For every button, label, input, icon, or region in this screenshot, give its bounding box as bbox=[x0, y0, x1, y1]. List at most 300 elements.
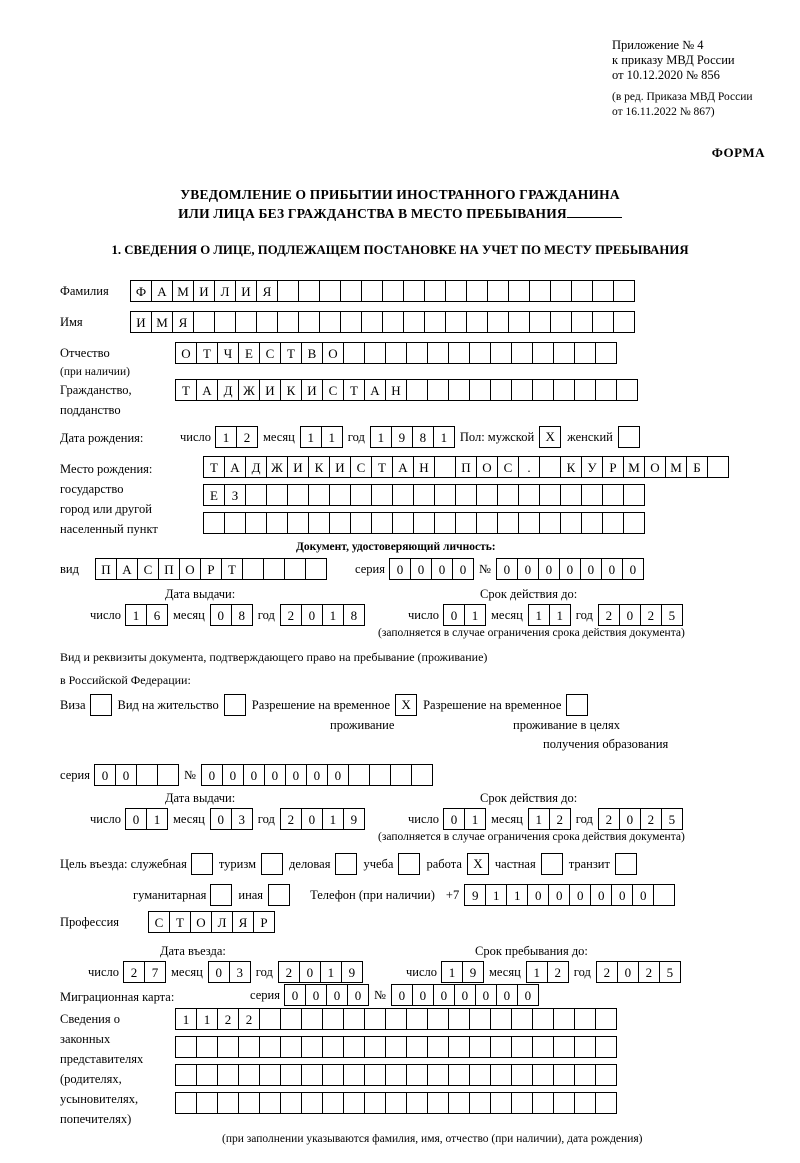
field-doc-valid-year[interactable] bbox=[598, 604, 682, 626]
char-cell[interactable]: 7 bbox=[144, 961, 166, 983]
char-cell[interactable] bbox=[427, 1064, 449, 1086]
char-cell[interactable] bbox=[175, 1036, 197, 1058]
char-cell[interactable]: 0 bbox=[389, 558, 411, 580]
checkbox-humanitarian[interactable] bbox=[210, 884, 232, 906]
char-cell[interactable] bbox=[348, 764, 370, 786]
char-cell[interactable]: 0 bbox=[115, 764, 137, 786]
char-cell[interactable]: И bbox=[287, 456, 309, 478]
char-cell[interactable] bbox=[298, 280, 320, 302]
char-cell[interactable] bbox=[434, 456, 456, 478]
char-cell[interactable]: 2 bbox=[598, 808, 620, 830]
char-cell[interactable] bbox=[434, 512, 456, 534]
field-entry-month[interactable] bbox=[208, 961, 250, 983]
char-cell[interactable] bbox=[385, 1064, 407, 1086]
char-cell[interactable]: Е bbox=[238, 342, 260, 364]
char-cell[interactable] bbox=[497, 512, 519, 534]
group-doc-issue-date[interactable] bbox=[90, 604, 364, 626]
char-cell[interactable]: С bbox=[137, 558, 159, 580]
field-legal-rep-line2[interactable] bbox=[175, 1036, 616, 1058]
group-stay-issue-date[interactable] bbox=[90, 808, 364, 830]
char-cell[interactable] bbox=[448, 1036, 470, 1058]
char-cell[interactable]: 2 bbox=[280, 808, 302, 830]
char-cell[interactable] bbox=[157, 764, 179, 786]
char-cell[interactable] bbox=[385, 1036, 407, 1058]
field-birth-place-line3[interactable] bbox=[203, 512, 644, 534]
char-cell[interactable]: 9 bbox=[391, 426, 413, 448]
char-cell[interactable] bbox=[592, 280, 614, 302]
char-cell[interactable] bbox=[466, 280, 488, 302]
char-cell[interactable] bbox=[511, 1036, 533, 1058]
char-cell[interactable] bbox=[476, 512, 498, 534]
char-cell[interactable] bbox=[364, 1036, 386, 1058]
field-stay-until-month[interactable] bbox=[526, 961, 568, 983]
char-cell[interactable] bbox=[466, 311, 488, 333]
char-cell[interactable]: И bbox=[235, 280, 257, 302]
char-cell[interactable]: 0 bbox=[210, 604, 232, 626]
char-cell[interactable] bbox=[364, 342, 386, 364]
char-cell[interactable]: 1 bbox=[441, 961, 463, 983]
char-cell[interactable] bbox=[448, 1064, 470, 1086]
char-cell[interactable] bbox=[532, 1064, 554, 1086]
char-cell[interactable] bbox=[476, 484, 498, 506]
checkbox-private[interactable] bbox=[541, 853, 563, 875]
char-cell[interactable]: О bbox=[644, 456, 666, 478]
char-cell[interactable] bbox=[469, 1036, 491, 1058]
char-cell[interactable]: И bbox=[329, 456, 351, 478]
char-cell[interactable] bbox=[511, 1008, 533, 1030]
field-legal-rep-line4[interactable] bbox=[175, 1092, 616, 1114]
char-cell[interactable]: 0 bbox=[611, 884, 633, 906]
field-stay-until-year[interactable] bbox=[596, 961, 680, 983]
char-cell[interactable]: 1 bbox=[215, 426, 237, 448]
char-cell[interactable] bbox=[490, 379, 512, 401]
field-entry-day[interactable] bbox=[123, 961, 165, 983]
char-cell[interactable] bbox=[361, 311, 383, 333]
char-cell[interactable] bbox=[340, 311, 362, 333]
checkbox-temporary-residence[interactable]: X bbox=[395, 694, 417, 716]
char-cell[interactable] bbox=[280, 1064, 302, 1086]
char-cell[interactable] bbox=[581, 484, 603, 506]
field-stay-valid-day[interactable] bbox=[443, 808, 485, 830]
char-cell[interactable] bbox=[329, 512, 351, 534]
field-doc-issue-day[interactable] bbox=[125, 604, 167, 626]
char-cell[interactable]: 0 bbox=[559, 558, 581, 580]
char-cell[interactable] bbox=[595, 1008, 617, 1030]
char-cell[interactable] bbox=[490, 1036, 512, 1058]
char-cell[interactable]: И bbox=[259, 379, 281, 401]
char-cell[interactable]: 1 bbox=[464, 808, 486, 830]
char-cell[interactable] bbox=[532, 1008, 554, 1030]
char-cell[interactable]: 5 bbox=[661, 808, 683, 830]
char-cell[interactable]: 1 bbox=[146, 808, 168, 830]
char-cell[interactable] bbox=[371, 512, 393, 534]
char-cell[interactable]: . bbox=[518, 456, 540, 478]
char-cell[interactable] bbox=[445, 280, 467, 302]
field-doc-number[interactable] bbox=[496, 558, 643, 580]
char-cell[interactable] bbox=[532, 1092, 554, 1114]
char-cell[interactable]: 1 bbox=[464, 604, 486, 626]
char-cell[interactable] bbox=[235, 311, 257, 333]
char-cell[interactable]: И bbox=[301, 379, 323, 401]
char-cell[interactable] bbox=[329, 484, 351, 506]
char-cell[interactable] bbox=[595, 342, 617, 364]
group-doc-valid-date[interactable] bbox=[408, 604, 682, 626]
field-legal-rep-line1[interactable] bbox=[175, 1008, 616, 1030]
checkbox-education-residence[interactable] bbox=[566, 694, 588, 716]
char-cell[interactable] bbox=[214, 311, 236, 333]
char-cell[interactable]: А bbox=[196, 379, 218, 401]
char-cell[interactable] bbox=[406, 1064, 428, 1086]
field-surname[interactable] bbox=[130, 280, 634, 302]
checkbox-residence-permit[interactable] bbox=[224, 694, 246, 716]
char-cell[interactable] bbox=[322, 1092, 344, 1114]
char-cell[interactable]: Л bbox=[214, 280, 236, 302]
char-cell[interactable]: 0 bbox=[210, 808, 232, 830]
char-cell[interactable]: И bbox=[193, 280, 215, 302]
field-patronymic[interactable] bbox=[175, 342, 616, 364]
char-cell[interactable] bbox=[595, 1064, 617, 1086]
char-cell[interactable]: 2 bbox=[217, 1008, 239, 1030]
char-cell[interactable]: 1 bbox=[300, 426, 322, 448]
char-cell[interactable] bbox=[623, 512, 645, 534]
char-cell[interactable]: 2 bbox=[123, 961, 145, 983]
char-cell[interactable] bbox=[574, 1092, 596, 1114]
char-cell[interactable]: 9 bbox=[464, 884, 486, 906]
char-cell[interactable]: 1 bbox=[370, 426, 392, 448]
char-cell[interactable]: 0 bbox=[305, 984, 327, 1006]
char-cell[interactable]: 2 bbox=[549, 808, 571, 830]
char-cell[interactable]: 2 bbox=[640, 808, 662, 830]
char-cell[interactable] bbox=[259, 1064, 281, 1086]
checkbox-study[interactable] bbox=[398, 853, 420, 875]
char-cell[interactable]: К bbox=[280, 379, 302, 401]
field-stay-valid-year[interactable] bbox=[598, 808, 682, 830]
char-cell[interactable] bbox=[469, 342, 491, 364]
char-cell[interactable] bbox=[553, 1036, 575, 1058]
field-doc-valid-day[interactable] bbox=[443, 604, 485, 626]
field-stay-number[interactable] bbox=[201, 764, 432, 786]
char-cell[interactable] bbox=[277, 280, 299, 302]
char-cell[interactable]: 3 bbox=[231, 808, 253, 830]
char-cell[interactable]: Н bbox=[413, 456, 435, 478]
char-cell[interactable]: 5 bbox=[659, 961, 681, 983]
field-birth-place-line1[interactable] bbox=[203, 456, 728, 478]
char-cell[interactable] bbox=[613, 280, 635, 302]
field-stay-issue-year[interactable] bbox=[280, 808, 364, 830]
char-cell[interactable] bbox=[305, 558, 327, 580]
char-cell[interactable] bbox=[532, 1036, 554, 1058]
char-cell[interactable] bbox=[217, 1036, 239, 1058]
char-cell[interactable] bbox=[193, 311, 215, 333]
char-cell[interactable] bbox=[571, 311, 593, 333]
char-cell[interactable]: 0 bbox=[264, 764, 286, 786]
char-cell[interactable] bbox=[448, 379, 470, 401]
char-cell[interactable]: 0 bbox=[517, 558, 539, 580]
char-cell[interactable]: 1 bbox=[125, 604, 147, 626]
char-cell[interactable] bbox=[532, 342, 554, 364]
char-cell[interactable] bbox=[136, 764, 158, 786]
char-cell[interactable] bbox=[343, 342, 365, 364]
char-cell[interactable]: 0 bbox=[580, 558, 602, 580]
char-cell[interactable] bbox=[411, 764, 433, 786]
char-cell[interactable]: 8 bbox=[231, 604, 253, 626]
char-cell[interactable] bbox=[581, 512, 603, 534]
field-stay-series[interactable] bbox=[94, 764, 178, 786]
char-cell[interactable] bbox=[511, 1092, 533, 1114]
char-cell[interactable] bbox=[553, 1064, 575, 1086]
char-cell[interactable] bbox=[511, 1064, 533, 1086]
char-cell[interactable]: З bbox=[224, 484, 246, 506]
char-cell[interactable]: 0 bbox=[617, 961, 639, 983]
char-cell[interactable]: 0 bbox=[517, 984, 539, 1006]
char-cell[interactable] bbox=[490, 342, 512, 364]
char-cell[interactable]: 0 bbox=[590, 884, 612, 906]
char-cell[interactable] bbox=[560, 484, 582, 506]
char-cell[interactable]: Ж bbox=[238, 379, 260, 401]
char-cell[interactable] bbox=[287, 484, 309, 506]
char-cell[interactable] bbox=[364, 1008, 386, 1030]
char-cell[interactable] bbox=[382, 280, 404, 302]
char-cell[interactable] bbox=[322, 1036, 344, 1058]
checkbox-business[interactable] bbox=[335, 853, 357, 875]
char-cell[interactable]: Т bbox=[175, 379, 197, 401]
field-stay-issue-month[interactable] bbox=[210, 808, 252, 830]
char-cell[interactable]: 0 bbox=[433, 984, 455, 1006]
char-cell[interactable]: 1 bbox=[433, 426, 455, 448]
char-cell[interactable]: 2 bbox=[638, 961, 660, 983]
char-cell[interactable]: 1 bbox=[485, 884, 507, 906]
char-cell[interactable] bbox=[529, 311, 551, 333]
char-cell[interactable] bbox=[574, 1008, 596, 1030]
char-cell[interactable] bbox=[490, 1008, 512, 1030]
char-cell[interactable] bbox=[280, 1092, 302, 1114]
char-cell[interactable] bbox=[238, 1064, 260, 1086]
char-cell[interactable] bbox=[406, 379, 428, 401]
char-cell[interactable]: 6 bbox=[146, 604, 168, 626]
field-mig-number[interactable] bbox=[391, 984, 538, 1006]
char-cell[interactable]: О bbox=[175, 342, 197, 364]
checkbox-male[interactable]: X bbox=[539, 426, 561, 448]
char-cell[interactable] bbox=[497, 484, 519, 506]
char-cell[interactable] bbox=[595, 379, 617, 401]
char-cell[interactable] bbox=[308, 512, 330, 534]
char-cell[interactable] bbox=[602, 512, 624, 534]
char-cell[interactable] bbox=[256, 311, 278, 333]
char-cell[interactable] bbox=[343, 1036, 365, 1058]
char-cell[interactable] bbox=[427, 342, 449, 364]
char-cell[interactable]: М bbox=[151, 311, 173, 333]
char-cell[interactable]: 0 bbox=[284, 984, 306, 1006]
char-cell[interactable]: 0 bbox=[527, 884, 549, 906]
char-cell[interactable]: 0 bbox=[326, 984, 348, 1006]
char-cell[interactable] bbox=[518, 484, 540, 506]
char-cell[interactable] bbox=[322, 1008, 344, 1030]
checkbox-tourism[interactable] bbox=[261, 853, 283, 875]
char-cell[interactable] bbox=[308, 484, 330, 506]
field-entry-year[interactable] bbox=[278, 961, 362, 983]
char-cell[interactable]: 2 bbox=[640, 604, 662, 626]
char-cell[interactable]: 2 bbox=[596, 961, 618, 983]
char-cell[interactable]: 0 bbox=[243, 764, 265, 786]
char-cell[interactable]: П bbox=[95, 558, 117, 580]
char-cell[interactable]: 0 bbox=[619, 808, 641, 830]
char-cell[interactable]: У bbox=[581, 456, 603, 478]
char-cell[interactable]: 0 bbox=[222, 764, 244, 786]
char-cell[interactable] bbox=[553, 1008, 575, 1030]
char-cell[interactable]: 0 bbox=[412, 984, 434, 1006]
char-cell[interactable] bbox=[263, 558, 285, 580]
group-entry-purpose-2[interactable] bbox=[133, 884, 674, 906]
char-cell[interactable]: Д bbox=[217, 379, 239, 401]
char-cell[interactable] bbox=[175, 1092, 197, 1114]
char-cell[interactable]: Ф bbox=[130, 280, 152, 302]
group-entry-date[interactable] bbox=[88, 961, 362, 983]
char-cell[interactable] bbox=[371, 484, 393, 506]
field-name[interactable] bbox=[130, 311, 634, 333]
char-cell[interactable] bbox=[574, 1036, 596, 1058]
char-cell[interactable]: Д bbox=[245, 456, 267, 478]
char-cell[interactable]: 1 bbox=[196, 1008, 218, 1030]
checkbox-transit[interactable] bbox=[615, 853, 637, 875]
char-cell[interactable] bbox=[553, 1092, 575, 1114]
char-cell[interactable]: 0 bbox=[125, 808, 147, 830]
char-cell[interactable]: Т bbox=[169, 911, 191, 933]
char-cell[interactable]: 0 bbox=[347, 984, 369, 1006]
char-cell[interactable]: Я bbox=[172, 311, 194, 333]
char-cell[interactable] bbox=[196, 1092, 218, 1114]
char-cell[interactable] bbox=[455, 484, 477, 506]
char-cell[interactable] bbox=[413, 512, 435, 534]
char-cell[interactable]: О bbox=[179, 558, 201, 580]
char-cell[interactable] bbox=[469, 1092, 491, 1114]
char-cell[interactable]: 8 bbox=[412, 426, 434, 448]
group-stay-doc-types[interactable] bbox=[60, 694, 588, 716]
char-cell[interactable]: 0 bbox=[201, 764, 223, 786]
char-cell[interactable] bbox=[217, 1092, 239, 1114]
char-cell[interactable] bbox=[245, 512, 267, 534]
field-mig-series[interactable] bbox=[284, 984, 368, 1006]
char-cell[interactable]: Н bbox=[385, 379, 407, 401]
char-cell[interactable] bbox=[406, 1036, 428, 1058]
char-cell[interactable]: 0 bbox=[299, 961, 321, 983]
char-cell[interactable] bbox=[350, 484, 372, 506]
field-birth-year[interactable] bbox=[370, 426, 454, 448]
checkbox-visa[interactable] bbox=[90, 694, 112, 716]
char-cell[interactable]: С bbox=[497, 456, 519, 478]
char-cell[interactable]: 0 bbox=[301, 604, 323, 626]
char-cell[interactable] bbox=[427, 379, 449, 401]
char-cell[interactable]: Ч bbox=[217, 342, 239, 364]
char-cell[interactable] bbox=[427, 1008, 449, 1030]
char-cell[interactable]: 0 bbox=[569, 884, 591, 906]
char-cell[interactable] bbox=[518, 512, 540, 534]
char-cell[interactable]: Р bbox=[200, 558, 222, 580]
group-birth-date[interactable] bbox=[180, 426, 640, 448]
char-cell[interactable]: Л bbox=[211, 911, 233, 933]
char-cell[interactable]: 0 bbox=[622, 558, 644, 580]
char-cell[interactable]: 1 bbox=[320, 961, 342, 983]
char-cell[interactable] bbox=[343, 1092, 365, 1114]
char-cell[interactable]: Т bbox=[203, 456, 225, 478]
char-cell[interactable]: Р bbox=[602, 456, 624, 478]
char-cell[interactable] bbox=[539, 456, 561, 478]
char-cell[interactable]: А bbox=[151, 280, 173, 302]
char-cell[interactable]: 0 bbox=[538, 558, 560, 580]
char-cell[interactable] bbox=[406, 1092, 428, 1114]
group-doc-series-number[interactable] bbox=[355, 558, 643, 580]
char-cell[interactable] bbox=[259, 1008, 281, 1030]
char-cell[interactable] bbox=[385, 1092, 407, 1114]
char-cell[interactable] bbox=[361, 280, 383, 302]
char-cell[interactable]: 0 bbox=[327, 764, 349, 786]
char-cell[interactable] bbox=[469, 1008, 491, 1030]
char-cell[interactable] bbox=[592, 311, 614, 333]
char-cell[interactable]: Ж bbox=[266, 456, 288, 478]
char-cell[interactable] bbox=[301, 1036, 323, 1058]
char-cell[interactable]: 0 bbox=[410, 558, 432, 580]
char-cell[interactable] bbox=[613, 311, 635, 333]
char-cell[interactable] bbox=[266, 512, 288, 534]
char-cell[interactable] bbox=[469, 379, 491, 401]
char-cell[interactable]: К bbox=[308, 456, 330, 478]
char-cell[interactable] bbox=[508, 311, 530, 333]
char-cell[interactable]: 1 bbox=[506, 884, 528, 906]
char-cell[interactable]: Я bbox=[232, 911, 254, 933]
char-cell[interactable]: А bbox=[392, 456, 414, 478]
char-cell[interactable]: 0 bbox=[496, 984, 518, 1006]
char-cell[interactable]: А bbox=[116, 558, 138, 580]
field-legal-rep-line3[interactable] bbox=[175, 1064, 616, 1086]
char-cell[interactable] bbox=[322, 1064, 344, 1086]
char-cell[interactable] bbox=[553, 379, 575, 401]
char-cell[interactable] bbox=[406, 1008, 428, 1030]
field-birth-place-line2[interactable] bbox=[203, 484, 644, 506]
char-cell[interactable] bbox=[343, 1064, 365, 1086]
field-doc-issue-year[interactable] bbox=[280, 604, 364, 626]
char-cell[interactable]: 1 bbox=[528, 604, 550, 626]
char-cell[interactable]: 0 bbox=[452, 558, 474, 580]
char-cell[interactable] bbox=[707, 456, 729, 478]
field-birth-month[interactable] bbox=[300, 426, 342, 448]
char-cell[interactable]: 1 bbox=[322, 808, 344, 830]
char-cell[interactable] bbox=[571, 280, 593, 302]
char-cell[interactable] bbox=[469, 1064, 491, 1086]
char-cell[interactable] bbox=[277, 311, 299, 333]
char-cell[interactable]: 0 bbox=[306, 764, 328, 786]
char-cell[interactable]: 3 bbox=[229, 961, 251, 983]
char-cell[interactable]: 2 bbox=[598, 604, 620, 626]
char-cell[interactable]: 0 bbox=[619, 604, 641, 626]
char-cell[interactable]: Т bbox=[371, 456, 393, 478]
char-cell[interactable]: А bbox=[224, 456, 246, 478]
char-cell[interactable] bbox=[280, 1008, 302, 1030]
char-cell[interactable] bbox=[532, 379, 554, 401]
char-cell[interactable] bbox=[487, 311, 509, 333]
char-cell[interactable] bbox=[196, 1064, 218, 1086]
char-cell[interactable] bbox=[340, 280, 362, 302]
char-cell[interactable] bbox=[448, 1092, 470, 1114]
char-cell[interactable] bbox=[301, 1064, 323, 1086]
char-cell[interactable] bbox=[319, 311, 341, 333]
char-cell[interactable]: 0 bbox=[443, 808, 465, 830]
char-cell[interactable]: Е bbox=[203, 484, 225, 506]
char-cell[interactable] bbox=[539, 512, 561, 534]
char-cell[interactable]: 1 bbox=[175, 1008, 197, 1030]
char-cell[interactable] bbox=[392, 512, 414, 534]
char-cell[interactable]: 2 bbox=[280, 604, 302, 626]
char-cell[interactable]: И bbox=[130, 311, 152, 333]
char-cell[interactable] bbox=[602, 484, 624, 506]
